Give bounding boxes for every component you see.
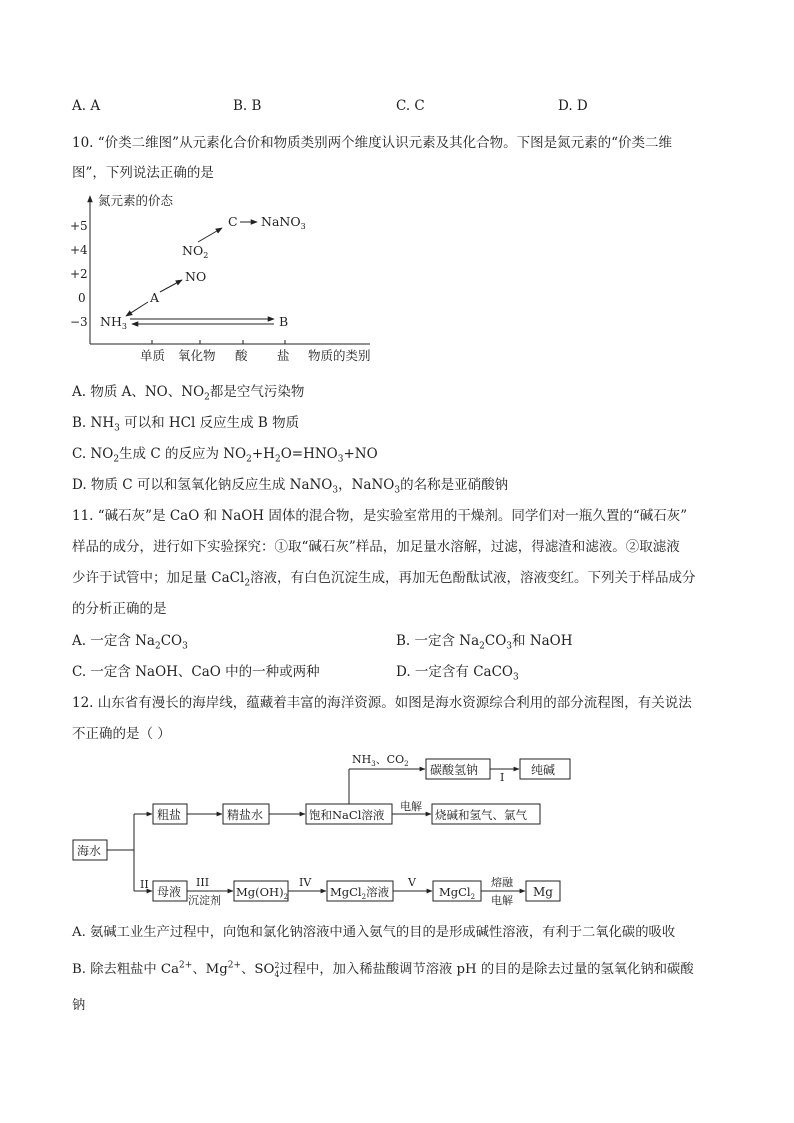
x-tick: 酸 [235,348,248,363]
q9-option-d: D. D [558,98,588,114]
label-step-iv: IV [299,876,312,889]
q10-option-d: D. 物质 C 可以和氢氧化钠反应生成 NaNO$_3$，NaNO$_3$的名称是亚硝酸钠 [72,477,509,496]
seawater-flowchart [70,748,556,910]
label-electrolysis-2: 电解 [491,894,513,907]
q11-stem-line1: 11. “碱石灰”是 CaO 和 NaOH 固体的混合物，是实验室常用的干燥剂。同学们对一瓶久置的“碱石灰” [72,508,688,524]
label-seawater: 海水 [77,844,102,858]
q9-option-c: C. C [396,98,425,114]
q10-option-c: C. $NO_2$生成 C 的反应为 $NO_2+H_2O=HNO_3+NO$ [72,446,378,465]
node-c: C [228,214,238,229]
q11-stem-line2: 样品的成分，进行如下实验探究：①取“碱石灰”样品，加足量水溶解，过滤，得滤渣和滤液。②取滤液 [72,539,680,555]
label-precipitant: 沉淀剂 [188,894,221,907]
node-b: B [279,314,289,329]
q9-option-a: A. A [72,98,101,114]
q10-stem-line1: 10. “价类二维图”从元素化合价和物质类别两个维度认识元素及其化合物。下图是氮元素的“价类二维 [72,135,672,151]
valence-class-chart [70,188,400,368]
q11-option-c: C. 一定含 NaOH、CaO 中的一种或两种 [72,664,320,680]
q10-option-a: A. 物质 A、NO、$NO_2$都是空气污染物 [72,384,305,403]
node-no2: $NO_2$ [182,243,209,260]
label-mgoh2: $Mg(OH)_2$ [236,885,289,901]
q11-stem-line4: 的分析正确的是 [72,601,167,617]
label-mgcl2-solution: MgCl$_2$溶液 [330,885,390,901]
q12-option-b: B. 除去粗盐中 $Ca^{2+}$、$Mg^{2+}$、SO 2 4 过程中，加入稀盐酸调节溶液 pH 的目的是除去过量的氢氧化钠和碳酸 [72,960,694,979]
label-mg: Mg [533,885,553,899]
label-saturated-nacl: 饱和NaCl溶液 [309,808,385,822]
label-mother-liquor: 母液 [157,885,182,899]
q10-option-b: B. $NH_3$ 可以和 HCl 反应生成 B 物质 [72,415,300,434]
x-axis-label: 物质的类别 [308,348,371,363]
y-tick: −3 [70,315,88,329]
arrow-a-to-no [160,280,182,292]
y-axis-label: 氮元素的价态 [98,193,174,208]
node-no: NO [185,269,207,284]
x-tick: 盐 [277,348,290,363]
y-tick: +5 [70,219,88,233]
y-tick: +2 [70,267,88,281]
y-tick: +4 [70,243,88,257]
q10-stem-line2: 图”，下列说法正确的是 [72,165,214,181]
q11-stem-line3: 少许于试管中；加足量 CaCl$_2$溶液，有白色沉淀生成，再加无色酚酞试液，溶液变红。下列关于样品成分 [72,570,696,589]
label-melt: 熔融 [491,876,513,889]
label-nh3-co2: $NH_3$、$CO_2$ [352,753,409,768]
label-electrolysis: 电解 [400,800,422,813]
label-step-v: V [408,876,416,889]
q12-stem-line2: 不正确的是（ ） [72,726,171,742]
label-crude-salt: 粗盐 [157,808,182,822]
label-mgcl2: MgCl$_2$ [439,885,476,901]
node-nh3: $NH_3$ [100,314,127,331]
label-soda-ash: 纯碱 [531,763,556,777]
q12-stem-line1: 12. 山东省有漫长的海岸线，蕴藏着丰富的海洋资源。如图是海水资源综合利用的部分流程图，有关说法 [72,695,692,711]
node-nano3: NaNO$_3$ [261,214,306,231]
arrow-a-to-nh3 [126,302,148,316]
q11-option-b: B. 一定含 $Na_2CO_3$和 NaOH [396,633,573,652]
x-tick: 单质 [140,348,166,363]
q11-option-a: A. 一定含 $Na_2CO_3$ [72,633,188,652]
label-nahco3: 碳酸氢钠 [430,763,479,777]
q11-option-d: D. 一定含有 CaCO$_3$ [396,664,519,683]
node-a: A [150,290,160,305]
label-refined-brine: 精盐水 [227,808,264,822]
label-step-ii: II [140,878,149,891]
label-step-i: I [500,771,505,784]
arrow-no2-to-c [198,228,222,242]
q9-option-b: B. B [233,98,262,114]
label-caustic-products: 烧碱和氢气、氯气 [435,808,527,822]
label-step-iii: III [196,876,210,889]
x-tick: 氧化物 [178,348,216,363]
q12-option-a: A. 氨碱工业生产过程中，向饱和氯化钠溶液中通入氨气的目的是形成碱性溶液，有利于二氧化碳的吸收 [72,925,676,940]
q12-option-b-line2: 钠 [72,998,86,1013]
y-tick: 0 [78,291,86,305]
